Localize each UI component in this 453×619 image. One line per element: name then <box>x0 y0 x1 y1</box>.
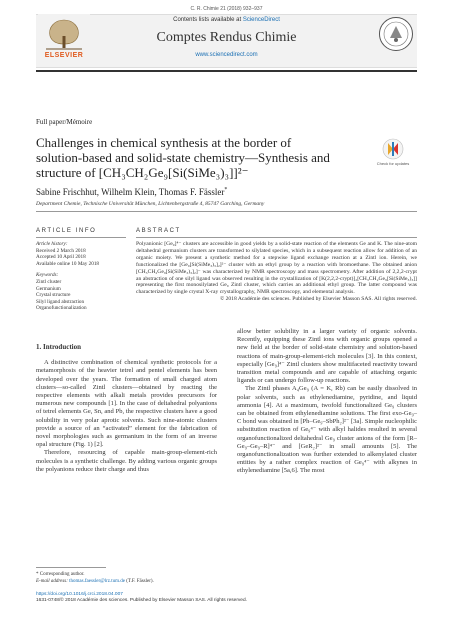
elsevier-wordmark: ELSEVIER <box>44 52 84 59</box>
doi-link[interactable]: https://doi.org/10.1016/j.crci.2018.04.007 <box>36 592 123 597</box>
keyword-item: Crystal structure <box>36 292 71 299</box>
abstract-body <box>136 241 417 303</box>
doi-block <box>36 592 417 604</box>
academie-seal-logo <box>378 16 414 52</box>
email-label: E-mail address: <box>36 579 70 584</box>
sciencedirect-link[interactable]: ScienceDirect <box>242 17 280 23</box>
crossmark-icon[interactable] <box>382 138 404 160</box>
body-paragraph: Therefore, resourcing of capable main-group-element-rich molecules is a synthetic challenge. By adding various organic groups the polyanions reduce their charge and thus <box>36 449 217 473</box>
section-heading: 1. Introduction <box>36 343 81 351</box>
header-rule <box>36 70 417 72</box>
journal-title: Comptes Rendus Chimie <box>156 30 297 45</box>
email-link[interactable]: thomas.faessler@lrz.tum.de <box>69 579 125 584</box>
corresponding-author-note: * Corresponding author. <box>36 572 85 577</box>
keyword-item: Organofunctionalization <box>36 305 87 312</box>
article-type: Full paper/Mémoire <box>36 118 93 126</box>
article-title: Challenges in chemical synthesis at the border of solution-based and solid-state chemistry—Synthesis and structure of [CH₃CH₂Ge₉[Si(SiMe₃)₃]]²⁻ <box>36 135 330 180</box>
corresponding-author-mark[interactable]: * <box>224 187 228 193</box>
journal-reference: C. R. Chimie 21 (2018) 932–937 <box>190 6 263 12</box>
affiliation-rule <box>36 211 417 212</box>
article-info-column <box>36 241 131 312</box>
keywords-label: Keywords: <box>36 272 59 279</box>
body-paragraph: The Zintl phases A₄Ge₉ (A = K, Rb) can be easily dissolved in polar solvents, such as ethylenediamine, pyridine, and liquid ammonia [4]. At a maximum, twofold functionalized Ge₉ clusters can be obtained from ethylenediamine solutions. The first exo-Ge₉–C bond was obtained in [Ph–Ge₉–SbPh₂]²⁻ [3a]. Simple nucleophilic substitution reaction of Ge₉⁴⁻ with alkyl halides resulted in several organofunctionalized deltahedral Ge₉ cluster anions of the form [R–Ge₉–Ge₉–R]⁴⁻ and [GeR₂]²⁻ in small amounts [5]. The organofunctionalization was further extended to alkenylated cluster entities by a rather complex reaction of Ge₉⁴⁻ with alkynes in ethylenediamine [5a,6]. The most <box>237 385 417 475</box>
body-right-column <box>237 328 417 476</box>
article-info-heading: ARTICLE INFO <box>36 228 97 234</box>
history-item: Accepted 10 April 2018 <box>36 254 86 261</box>
crossmark-label: Check for updates <box>376 161 410 166</box>
author-list <box>36 187 227 197</box>
history-item: Available online 10 May 2018 <box>36 260 100 267</box>
history-label: Article history: <box>36 241 68 247</box>
journal-url-link[interactable]: www.sciencedirect.com <box>195 52 258 58</box>
abstract-paragraph: Polyanionic [Ge₉]⁴⁻ clusters are accessible in good yields by a solid-state reaction of the elements Ge and K. The nine-atom deltahedral germanium clusters are transformed to silylated species, which in a subsequent reaction allow for addition of an organic moiety. We present a synthetic method for a stepwise ligand exchange reaction at a Zintl ion. Herein, we functionalized the [Ge₉[Si(SiMe₃)₃]₂]²⁻ cluster with an ethyl group by a reaction with bromoethane. The obtained anion [CH₃CH₂Ge₉[Si(SiMe₃)₃]₂]⁻ was characterized by NMR spectroscopy and mass spectrometry. After addition of 2,2,2-crypt an abstraction of one silyl ligand was observed resulting in the crystallization of [K(2,2,2-crypt)]₂[CH₃CH₂Ge₉[Si(SiMe₃)₃]] representing the first monosilylated Ge₉ Zintl cluster, which carries an additional ethyl group. The latter compound was characterized by single crystal X-ray crystallography, NMR spectroscopy, and elemental analysis. <box>136 241 417 296</box>
footnote <box>36 571 236 585</box>
abstract-rule <box>136 237 417 238</box>
email-suffix: (T.F. Fässler). <box>125 579 154 584</box>
contents-availability <box>100 17 353 23</box>
body-left-column <box>36 343 217 474</box>
contents-prefix: Contents lists available at <box>173 17 243 23</box>
keyword-item: Germanium <box>36 285 61 292</box>
body-paragraph: allow better solubility in a larger variety of organic solvents. Recently, equipping these Zintl ions with organic groups opened a new field at the border of solid-state chemistry and solution-based reactions of main-group-element-rich molecules [3]. In this context, especially [Ge₉]⁴⁻ Zintl clusters show multifaceted reactivity toward transition metal compounds and are capable of attaching organic ligands or can undergo follow-up reactions. <box>237 328 417 385</box>
authors-names: Sabine Frischhut, Wilhelm Klein, Thomas F. Fässler <box>36 187 225 197</box>
issn-copyright: 1631-0748/© 2018 Académie des sciences. Published by Elsevier Masson SAS. All rights reserved. <box>36 598 247 603</box>
affiliation: Department Chemie, Technische Universität München, Lichtenbergstraße 4, 85747 Garching, Germany <box>36 201 265 207</box>
abstract-heading: ABSTRACT <box>136 228 181 234</box>
elsevier-tree-logo <box>38 14 90 52</box>
keyword-item: Zintl cluster <box>36 278 62 285</box>
keyword-item: Silyl ligand abstraction <box>36 298 85 305</box>
body-paragraph: A distinctive combination of chemical synthetic protocols for a metamorphosis of the heavier tetrel and pentel elements has been developed over the years. The formation of small charged atom clusters—so-called Zintl clusters—obtained by reacting the respective elements with alkali metals provides precursors for numerous new compounds [1]. In the case of deltahedral polyanions of tetrel elements Ge, Sn, and Pb, the respective clusters have a good solubility in very polar aprotic solvents. Such nine-atomic clusters provide a source of an “activated” element for the fabrication of novel morphologies such as germanium in the form of an inverse opal structure (Fig. 1) [2]. <box>36 359 217 449</box>
abstract-copyright: © 2018 Académie des sciences. Published by Elsevier Masson SAS. All rights reserved. <box>219 296 417 303</box>
history-item: Received 2 March 2018 <box>36 247 86 254</box>
footnote-rule <box>36 567 106 568</box>
info-rule <box>36 237 126 238</box>
